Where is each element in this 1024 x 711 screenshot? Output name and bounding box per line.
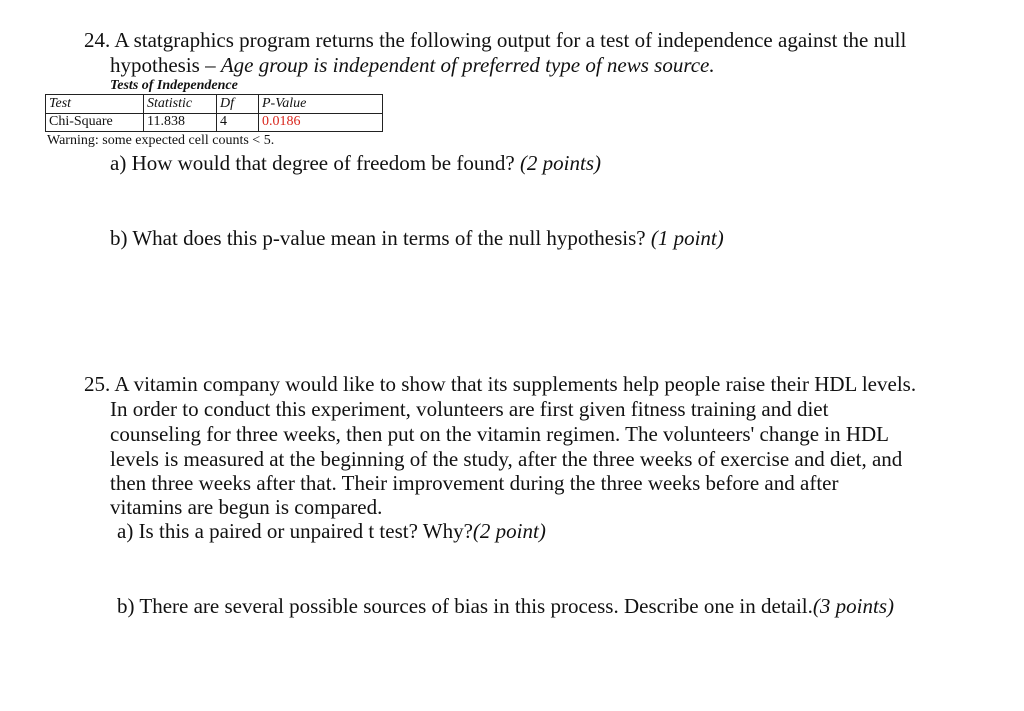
- cell-test: Chi-Square: [49, 114, 113, 129]
- table-title: Tests of Independence: [110, 78, 238, 93]
- question-25-part-a: [117, 519, 546, 543]
- part-b-points: (3 points): [812, 594, 894, 618]
- question-25-line-4: levels is measured at the beginning of the study, after the three weeks of exercise and diet, and: [110, 447, 903, 471]
- question-25-line-3: counseling for three weeks, then put on the vitamin regimen. The volunteers' change in HDL: [110, 422, 890, 446]
- cell-statistic: 11.838: [143, 113, 216, 131]
- part-b-points: (1 point): [650, 226, 724, 250]
- part-a-points: (2 point): [472, 519, 546, 543]
- part-b-text: b) There are several possible sources of bias in this process. Describe one in detail.: [117, 594, 813, 618]
- header-p-value: P-Value: [258, 95, 382, 113]
- part-b-text: b) What does this p-value mean in terms of the null hypothesis?: [110, 226, 651, 250]
- part-a-text: a) How would that degree of freedom be found?: [110, 151, 520, 175]
- header-statistic: Statistic: [143, 95, 216, 113]
- question-24-part-a: [110, 151, 601, 175]
- header-test: Test: [49, 96, 72, 111]
- question-25-line-1: 25. A vitamin company would like to show that its supplements help people raise their HDL levels.: [84, 372, 917, 396]
- part-a-text: a) Is this a paired or unpaired t test? Why?: [117, 519, 473, 543]
- header-df: Df: [216, 95, 258, 113]
- question-25-line-2: In order to conduct this experiment, volunteers are first given fitness training and diet: [110, 397, 829, 421]
- question-24-part-b: [110, 226, 724, 250]
- table-row: [46, 113, 382, 131]
- warning-note: Warning: some expected cell counts < 5.: [47, 133, 275, 148]
- part-a-points: (2 points): [519, 151, 602, 175]
- question-25-line-6: vitamins are begun is compared.: [110, 495, 383, 519]
- cell-p-value: 0.0186: [258, 113, 382, 131]
- question-25-part-b: [117, 594, 894, 618]
- question-24-line-2: [110, 53, 715, 77]
- independence-table: [45, 94, 383, 132]
- table-header-row: [46, 95, 382, 114]
- question-24-line-1: 24. A statgraphics program returns the following output for a test of independence against the null: [84, 28, 907, 52]
- hypothesis-prefix: hypothesis –: [110, 53, 221, 77]
- cell-df: 4: [216, 113, 258, 131]
- question-25-line-5: then three weeks after that. Their improvement during the three weeks before and after: [110, 471, 839, 495]
- null-hypothesis-text: Age group is independent of preferred type of news source.: [220, 53, 715, 77]
